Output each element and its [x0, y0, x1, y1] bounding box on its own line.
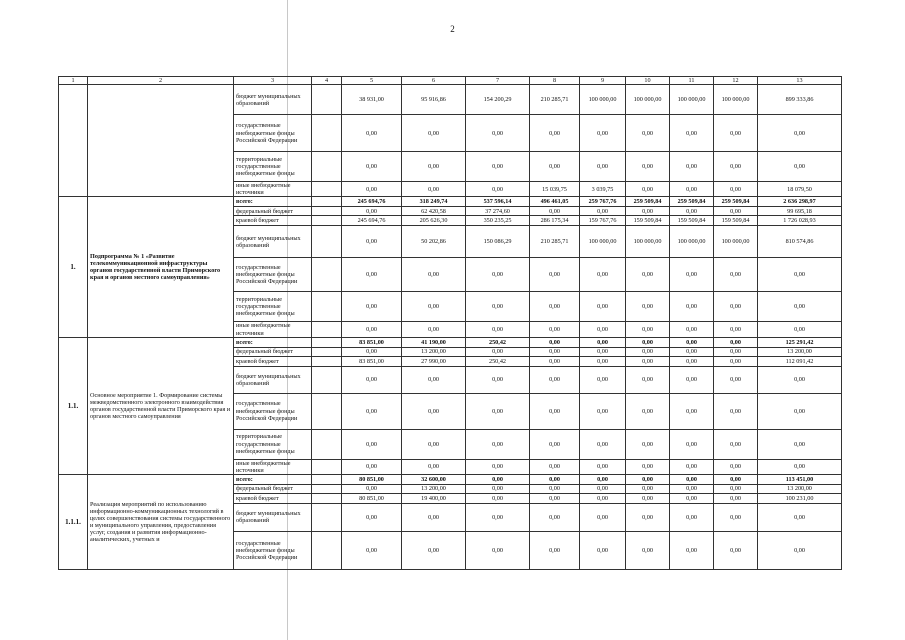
amount-cell: 0,00 [342, 484, 402, 493]
empty-cell [312, 322, 342, 337]
amount-cell: 0,00 [402, 503, 466, 531]
funding-source: территориальные государственные внебюджетные фонды [234, 292, 312, 322]
amount-cell: 0,00 [530, 115, 580, 152]
empty-cell [312, 152, 342, 182]
amount-cell: 0,00 [670, 531, 714, 569]
amount-cell: 0,00 [670, 207, 714, 216]
funding-source: государственные внебюджетные фонды Российской Федерации [234, 531, 312, 569]
item-code: 1. [59, 197, 88, 337]
amount-cell: 0,00 [626, 429, 670, 459]
amount-cell: 0,00 [466, 347, 530, 356]
amount-cell: 0,00 [580, 292, 626, 322]
funding-source: государственные внебюджетные фонды Российской Федерации [234, 258, 312, 292]
amount-cell: 0,00 [626, 337, 670, 347]
amount-cell: 0,00 [670, 366, 714, 393]
amount-cell: 0,00 [714, 207, 758, 216]
amount-cell: 0,00 [714, 322, 758, 337]
funding-source: иные внебюджетные источники [234, 459, 312, 474]
table-body [59, 77, 842, 570]
table-row [59, 197, 842, 207]
amount-cell: 350 235,25 [466, 216, 530, 226]
amount-cell: 0,00 [580, 429, 626, 459]
amount-cell: 99 695,18 [758, 207, 842, 216]
amount-cell: 0,00 [670, 182, 714, 197]
amount-cell: 13 200,00 [758, 484, 842, 493]
amount-cell: 0,00 [342, 226, 402, 258]
item-code [59, 85, 88, 197]
amount-cell: 0,00 [342, 503, 402, 531]
amount-cell: 0,00 [626, 182, 670, 197]
amount-cell: 0,00 [670, 356, 714, 366]
amount-cell: 0,00 [402, 531, 466, 569]
amount-cell: 0,00 [580, 356, 626, 366]
amount-cell: 159 509,84 [626, 216, 670, 226]
amount-cell: 0,00 [758, 322, 842, 337]
amount-cell: 0,00 [714, 115, 758, 152]
amount-cell: 0,00 [626, 356, 670, 366]
amount-cell: 899 333,86 [758, 85, 842, 115]
amount-cell: 32 600,00 [402, 474, 466, 484]
amount-cell: 2 636 298,97 [758, 197, 842, 207]
amount-cell: 0,00 [402, 429, 466, 459]
amount-cell: 112 091,42 [758, 356, 842, 366]
header-cell: 12 [714, 77, 758, 85]
amount-cell: 0,00 [626, 366, 670, 393]
amount-cell: 0,00 [580, 207, 626, 216]
funding-source: всего: [234, 474, 312, 484]
empty-cell [312, 503, 342, 531]
amount-cell: 100 000,00 [580, 85, 626, 115]
empty-cell [312, 474, 342, 484]
amount-cell: 100 000,00 [670, 226, 714, 258]
empty-cell [312, 85, 342, 115]
amount-cell: 0,00 [670, 322, 714, 337]
header-cell: 10 [626, 77, 670, 85]
amount-cell: 83 851,00 [342, 356, 402, 366]
header-cell: 5 [342, 77, 402, 85]
amount-cell: 113 451,00 [758, 474, 842, 484]
empty-cell [312, 258, 342, 292]
amount-cell: 0,00 [530, 393, 580, 429]
amount-cell: 0,00 [626, 503, 670, 531]
amount-cell: 0,00 [466, 459, 530, 474]
item-code: 1.1. [59, 337, 88, 474]
amount-cell: 0,00 [670, 115, 714, 152]
amount-cell: 0,00 [670, 292, 714, 322]
amount-cell: 0,00 [626, 459, 670, 474]
amount-cell: 0,00 [758, 503, 842, 531]
amount-cell: 0,00 [466, 258, 530, 292]
empty-cell [312, 459, 342, 474]
amount-cell: 0,00 [530, 292, 580, 322]
amount-cell: 0,00 [466, 366, 530, 393]
amount-cell: 0,00 [670, 459, 714, 474]
amount-cell: 0,00 [402, 115, 466, 152]
empty-cell [312, 115, 342, 152]
amount-cell: 159 509,84 [670, 216, 714, 226]
amount-cell: 83 851,00 [342, 337, 402, 347]
amount-cell: 0,00 [466, 152, 530, 182]
amount-cell: 0,00 [580, 459, 626, 474]
amount-cell: 0,00 [466, 484, 530, 493]
funding-source: бюджет муниципальных образований [234, 503, 312, 531]
header-cell: 6 [402, 77, 466, 85]
amount-cell: 0,00 [626, 484, 670, 493]
amount-cell: 0,00 [580, 347, 626, 356]
amount-cell: 0,00 [580, 322, 626, 337]
amount-cell: 0,00 [530, 459, 580, 474]
amount-cell: 3 039,75 [580, 182, 626, 197]
amount-cell: 259 509,84 [670, 197, 714, 207]
amount-cell: 100 000,00 [626, 226, 670, 258]
amount-cell: 0,00 [626, 322, 670, 337]
amount-cell: 50 202,86 [402, 226, 466, 258]
amount-cell: 0,00 [626, 474, 670, 484]
amount-cell: 0,00 [714, 531, 758, 569]
amount-cell: 80 851,00 [342, 474, 402, 484]
header-cell: 9 [580, 77, 626, 85]
funding-source: всего: [234, 197, 312, 207]
item-code: 1.1.1. [59, 474, 88, 569]
amount-cell: 0,00 [714, 292, 758, 322]
amount-cell: 0,00 [402, 182, 466, 197]
page-number: 2 [450, 24, 455, 34]
amount-cell: 0,00 [530, 207, 580, 216]
amount-cell: 0,00 [714, 503, 758, 531]
empty-cell [312, 356, 342, 366]
amount-cell: 0,00 [580, 152, 626, 182]
amount-cell: 0,00 [530, 337, 580, 347]
empty-cell [312, 197, 342, 207]
amount-cell: 0,00 [670, 258, 714, 292]
amount-cell: 0,00 [530, 366, 580, 393]
amount-cell: 0,00 [626, 493, 670, 503]
amount-cell: 0,00 [670, 152, 714, 182]
amount-cell: 0,00 [626, 393, 670, 429]
amount-cell: 0,00 [580, 493, 626, 503]
amount-cell: 19 400,00 [402, 493, 466, 503]
header-cell: 13 [758, 77, 842, 85]
amount-cell: 0,00 [758, 393, 842, 429]
amount-cell: 100 000,00 [670, 85, 714, 115]
amount-cell: 100 000,00 [580, 226, 626, 258]
amount-cell: 80 851,00 [342, 493, 402, 503]
amount-cell: 0,00 [402, 393, 466, 429]
amount-cell: 259 509,84 [714, 197, 758, 207]
amount-cell: 0,00 [714, 493, 758, 503]
amount-cell: 0,00 [580, 337, 626, 347]
amount-cell: 0,00 [466, 322, 530, 337]
amount-cell: 0,00 [580, 258, 626, 292]
table-row [59, 85, 842, 115]
amount-cell: 0,00 [670, 493, 714, 503]
table-row [59, 474, 842, 484]
header-cell: 7 [466, 77, 530, 85]
item-name: Подпрограмма № 1 «Развитие телекоммуникационной инфраструктуры органов государственной власти Приморского края и органов местного самоуправления» [88, 197, 234, 337]
amount-cell: 0,00 [342, 531, 402, 569]
amount-cell: 13 200,00 [402, 484, 466, 493]
amount-cell: 13 200,00 [402, 347, 466, 356]
amount-cell: 0,00 [626, 115, 670, 152]
item-name: Основное мероприятие 1. Формирование системы межведомственного электронного взаимодействия органов государственной власти Приморского края и органов местного самоуправления [88, 337, 234, 474]
amount-cell: 0,00 [626, 258, 670, 292]
item-name [88, 85, 234, 197]
amount-cell: 0,00 [580, 531, 626, 569]
amount-cell: 496 461,05 [530, 197, 580, 207]
amount-cell: 0,00 [758, 531, 842, 569]
amount-cell: 41 190,00 [402, 337, 466, 347]
amount-cell: 0,00 [402, 366, 466, 393]
amount-cell: 0,00 [714, 429, 758, 459]
amount-cell: 100 000,00 [714, 85, 758, 115]
header-cell: 1 [59, 77, 88, 85]
empty-cell [312, 182, 342, 197]
amount-cell: 0,00 [758, 366, 842, 393]
amount-cell: 0,00 [670, 503, 714, 531]
empty-cell [312, 292, 342, 322]
header-cell: 8 [530, 77, 580, 85]
amount-cell: 0,00 [714, 484, 758, 493]
amount-cell: 154 200,29 [466, 85, 530, 115]
funding-source: всего: [234, 337, 312, 347]
amount-cell: 18 079,50 [758, 182, 842, 197]
amount-cell: 0,00 [342, 152, 402, 182]
amount-cell: 37 274,60 [466, 207, 530, 216]
header-row [59, 77, 842, 85]
amount-cell: 159 509,84 [714, 216, 758, 226]
amount-cell: 0,00 [626, 292, 670, 322]
amount-cell: 0,00 [758, 459, 842, 474]
amount-cell: 0,00 [714, 337, 758, 347]
funding-source: краевой бюджет [234, 493, 312, 503]
empty-cell [312, 531, 342, 569]
amount-cell: 0,00 [466, 182, 530, 197]
empty-cell [312, 337, 342, 347]
amount-cell: 38 931,00 [342, 85, 402, 115]
amount-cell: 0,00 [342, 347, 402, 356]
amount-cell: 245 694,76 [342, 197, 402, 207]
funding-source: иные внебюджетные источники [234, 322, 312, 337]
amount-cell: 95 916,86 [402, 85, 466, 115]
funding-source: бюджет муниципальных образований [234, 366, 312, 393]
amount-cell: 0,00 [530, 493, 580, 503]
funding-source: иные внебюджетные источники [234, 182, 312, 197]
funding-source: бюджет муниципальных образований [234, 226, 312, 258]
funding-source: бюджет муниципальных образований [234, 85, 312, 115]
amount-cell: 0,00 [714, 152, 758, 182]
amount-cell: 1 726 028,93 [758, 216, 842, 226]
amount-cell: 0,00 [670, 474, 714, 484]
funding-source: федеральный бюджет [234, 347, 312, 356]
header-cell: 3 [234, 77, 312, 85]
amount-cell: 125 291,42 [758, 337, 842, 347]
amount-cell: 259 509,84 [626, 197, 670, 207]
amount-cell: 245 694,76 [342, 216, 402, 226]
empty-cell [312, 216, 342, 226]
amount-cell: 0,00 [342, 258, 402, 292]
amount-cell: 0,00 [580, 393, 626, 429]
amount-cell: 0,00 [714, 459, 758, 474]
empty-cell [312, 366, 342, 393]
amount-cell: 0,00 [758, 152, 842, 182]
amount-cell: 15 039,75 [530, 182, 580, 197]
amount-cell: 0,00 [670, 337, 714, 347]
amount-cell: 0,00 [714, 356, 758, 366]
amount-cell: 0,00 [342, 366, 402, 393]
amount-cell: 0,00 [714, 474, 758, 484]
amount-cell: 0,00 [342, 459, 402, 474]
amount-cell: 0,00 [626, 207, 670, 216]
amount-cell: 0,00 [670, 393, 714, 429]
amount-cell: 0,00 [402, 459, 466, 474]
amount-cell: 0,00 [530, 322, 580, 337]
amount-cell: 0,00 [580, 366, 626, 393]
amount-cell: 0,00 [758, 429, 842, 459]
table-row [59, 337, 842, 347]
amount-cell: 0,00 [342, 182, 402, 197]
amount-cell: 0,00 [530, 258, 580, 292]
amount-cell: 0,00 [626, 347, 670, 356]
empty-cell [312, 347, 342, 356]
amount-cell: 0,00 [580, 503, 626, 531]
amount-cell: 0,00 [580, 474, 626, 484]
amount-cell: 0,00 [342, 292, 402, 322]
amount-cell: 159 767,76 [580, 216, 626, 226]
amount-cell: 318 249,74 [402, 197, 466, 207]
amount-cell: 0,00 [530, 484, 580, 493]
amount-cell: 210 285,71 [530, 226, 580, 258]
amount-cell: 0,00 [402, 258, 466, 292]
amount-cell: 0,00 [626, 531, 670, 569]
amount-cell: 259 767,76 [580, 197, 626, 207]
amount-cell: 0,00 [530, 429, 580, 459]
amount-cell: 0,00 [530, 474, 580, 484]
amount-cell: 0,00 [342, 393, 402, 429]
amount-cell: 0,00 [714, 393, 758, 429]
header-cell: 4 [312, 77, 342, 85]
amount-cell: 0,00 [342, 322, 402, 337]
amount-cell: 286 175,34 [530, 216, 580, 226]
amount-cell: 810 574,86 [758, 226, 842, 258]
amount-cell: 0,00 [670, 429, 714, 459]
amount-cell: 0,00 [402, 292, 466, 322]
amount-cell: 62 420,58 [402, 207, 466, 216]
amount-cell: 0,00 [466, 503, 530, 531]
amount-cell: 100 000,00 [714, 226, 758, 258]
amount-cell: 0,00 [466, 474, 530, 484]
funding-source: федеральный бюджет [234, 484, 312, 493]
budget-table [58, 76, 842, 570]
amount-cell: 0,00 [530, 531, 580, 569]
funding-source: государственные внебюджетные фонды Российской Федерации [234, 115, 312, 152]
amount-cell: 0,00 [342, 207, 402, 216]
amount-cell: 0,00 [714, 258, 758, 292]
funding-source: краевой бюджет [234, 356, 312, 366]
amount-cell: 250,42 [466, 356, 530, 366]
amount-cell: 0,00 [758, 292, 842, 322]
amount-cell: 0,00 [530, 503, 580, 531]
header-cell: 11 [670, 77, 714, 85]
amount-cell: 0,00 [670, 484, 714, 493]
funding-source: краевой бюджет [234, 216, 312, 226]
empty-cell [312, 207, 342, 216]
empty-cell [312, 429, 342, 459]
amount-cell: 0,00 [626, 152, 670, 182]
amount-cell: 27 990,00 [402, 356, 466, 366]
amount-cell: 0,00 [758, 258, 842, 292]
amount-cell: 0,00 [466, 429, 530, 459]
amount-cell: 0,00 [466, 493, 530, 503]
empty-cell [312, 393, 342, 429]
amount-cell: 13 200,00 [758, 347, 842, 356]
amount-cell: 0,00 [580, 484, 626, 493]
amount-cell: 0,00 [402, 322, 466, 337]
amount-cell: 0,00 [466, 292, 530, 322]
amount-cell: 0,00 [714, 347, 758, 356]
funding-source: федеральный бюджет [234, 207, 312, 216]
empty-cell [312, 484, 342, 493]
funding-source: территориальные государственные внебюджетные фонды [234, 429, 312, 459]
amount-cell: 0,00 [758, 115, 842, 152]
funding-source: территориальные государственные внебюджетные фонды [234, 152, 312, 182]
amount-cell: 210 285,71 [530, 85, 580, 115]
empty-cell [312, 493, 342, 503]
header-cell: 2 [88, 77, 234, 85]
amount-cell: 0,00 [670, 347, 714, 356]
amount-cell: 100 231,00 [758, 493, 842, 503]
amount-cell: 0,00 [466, 393, 530, 429]
amount-cell: 205 626,30 [402, 216, 466, 226]
amount-cell: 537 596,14 [466, 197, 530, 207]
amount-cell: 100 000,00 [626, 85, 670, 115]
amount-cell: 0,00 [402, 152, 466, 182]
amount-cell: 0,00 [714, 366, 758, 393]
amount-cell: 0,00 [466, 115, 530, 152]
amount-cell: 0,00 [530, 152, 580, 182]
amount-cell: 0,00 [342, 429, 402, 459]
amount-cell: 150 086,29 [466, 226, 530, 258]
amount-cell: 0,00 [714, 182, 758, 197]
amount-cell: 250,42 [466, 337, 530, 347]
amount-cell: 0,00 [530, 356, 580, 366]
amount-cell: 0,00 [342, 115, 402, 152]
amount-cell: 0,00 [580, 115, 626, 152]
item-name: Реализация мероприятий по использованию информационно-коммуникационных технологий в целях совершенствования системы государственного и муниципального управления, предоставления услуг, создания и развития информационно-аналитических, учетных и [88, 474, 234, 569]
empty-cell [312, 226, 342, 258]
funding-source: государственные внебюджетные фонды Российской Федерации [234, 393, 312, 429]
amount-cell: 0,00 [530, 347, 580, 356]
amount-cell: 0,00 [466, 531, 530, 569]
